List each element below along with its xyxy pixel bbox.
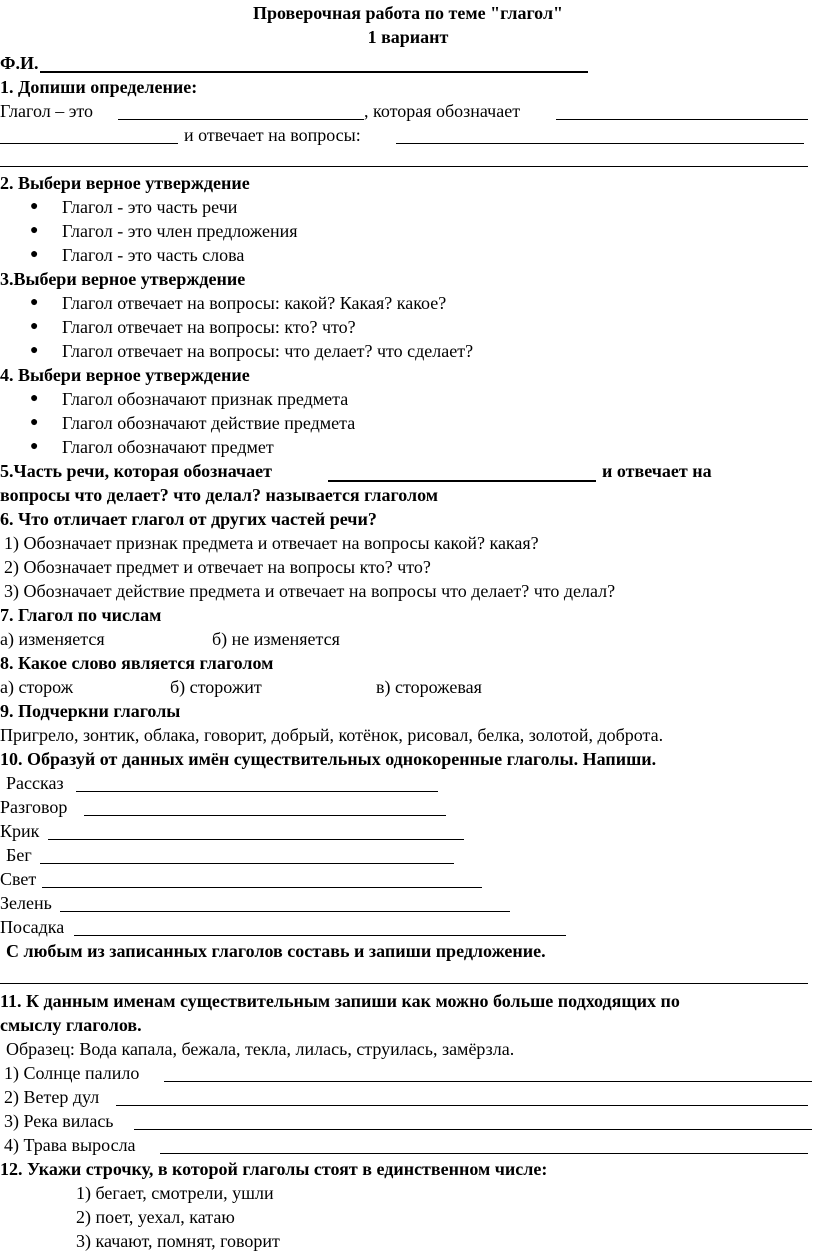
q10-sentence-blank[interactable] [0,983,808,984]
q5-text-2: и отвечает на [602,461,712,481]
q11-answer-blank[interactable] [134,1129,812,1130]
q4-option[interactable]: Глагол обозначают предмет [62,437,274,457]
q11-answer-blank[interactable] [116,1105,808,1106]
q10-word: Разговор [0,797,68,817]
q2-option[interactable]: Глагол - это член предложения [62,221,298,241]
q10-answer-blank[interactable] [42,887,482,888]
q2-option[interactable]: Глагол - это часть слова [62,245,245,265]
q1-blank-5[interactable] [0,166,808,167]
q6-option[interactable]: 3) Обозначает действие предмета и отвечает на вопросы что делает? что делал? [4,581,616,601]
q1-blank-1[interactable] [118,119,364,120]
q9-word-list[interactable]: Пригрело, зонтик, облака, говорит, добрый, котёнок, рисовал, белка, золотой, доброта. [0,725,664,745]
q1-blank-2[interactable] [556,119,808,120]
bullet-icon: ● [30,199,39,214]
q12-option[interactable]: 1) бегает, смотрели, ушли [76,1183,274,1203]
q1-blank-4[interactable] [396,143,804,144]
page-title: Проверочная работа по теме "глагол" [252,3,564,23]
q10-word: Свет [0,869,37,889]
bullet-icon: ● [30,415,39,430]
bullet-icon: ● [30,247,39,262]
q10-word: Рассказ [6,773,64,793]
q4-option[interactable]: Глагол обозначают признак предмета [62,389,349,409]
q10-answer-blank[interactable] [60,911,510,912]
q12-heading: 12. Укажи строчку, в которой глаголы стоят в единственном числе: [0,1159,548,1179]
q7-option-b[interactable]: б) не изменяется [212,629,340,649]
q10-task: С любым из записанных глаголов составь и запиши предложение. [6,941,546,961]
q2-option[interactable]: Глагол - это часть речи [62,197,238,217]
q5-text-1: 5.Часть речи, которая обозначает [0,461,273,481]
q6-option[interactable]: 1) Обозначает признак предмета и отвечает на вопросы какой? какая? [4,533,539,553]
q7-option-a[interactable]: а) изменяется [0,629,105,649]
q12-option[interactable]: 3) качают, помнят, говорит [76,1231,280,1251]
variant-label: 1 вариант [367,27,449,47]
q1-blank-3[interactable] [0,143,178,144]
q3-option[interactable]: Глагол отвечает на вопросы: кто? что? [62,317,356,337]
bullet-icon: ● [30,319,39,334]
q6-option[interactable]: 2) Обозначает предмет и отвечает на вопросы кто? что? [4,557,431,577]
q1-text-3: и отвечает на вопросы: [184,125,361,145]
q4-option[interactable]: Глагол обозначают действие предмета [62,413,356,433]
q11-item: 4) Трава выросла [4,1135,136,1155]
q8-heading: 8. Какое слово является глаголом [0,653,274,673]
name-blank[interactable] [40,71,588,73]
q10-word: Крик [0,821,40,841]
bullet-icon: ● [30,223,39,238]
q10-word: Зелень [0,893,52,913]
q5-blank[interactable] [328,480,596,482]
q3-heading: 3.Выбери верное утверждение [0,269,246,289]
q1-heading: 1. Допиши определение: [0,77,198,97]
q4-heading: 4. Выбери верное утверждение [0,365,250,385]
q2-heading: 2. Выбери верное утверждение [0,173,250,193]
q10-answer-blank[interactable] [84,815,446,816]
q11-item: 3) Река вилась [4,1111,114,1131]
q9-heading: 9. Подчеркни глаголы [0,701,181,721]
q11-heading-cont: смыслу глаголов. [0,1015,142,1035]
q10-word: Посадка [0,917,65,937]
q8-option-c[interactable]: в) сторожевая [376,677,482,697]
name-label: Ф.И. [0,53,39,73]
bullet-icon: ● [30,439,39,454]
q12-option[interactable]: 2) поет, уехал, катаю [76,1207,235,1227]
q5-text-3: вопросы что делает? что делал? называется глаголом [0,485,439,505]
q11-item: 2) Ветер дул [4,1087,100,1107]
q6-heading: 6. Что отличает глагол от других частей речи? [0,509,377,529]
q3-option[interactable]: Глагол отвечает на вопросы: что делает? что сделает? [62,341,474,361]
q10-word: Бег [6,845,32,865]
q1-text-1: Глагол – это [0,101,94,121]
q11-heading: 11. К данным именам существительным запиши как можно больше подходящих по [0,991,680,1011]
q11-item: 1) Солнце палило [4,1063,140,1083]
q11-answer-blank[interactable] [160,1153,808,1154]
q8-option-b[interactable]: б) сторожит [170,677,262,697]
q7-heading: 7. Глагол по числам [0,605,162,625]
q10-answer-blank[interactable] [40,863,454,864]
q11-answer-blank[interactable] [164,1081,812,1082]
bullet-icon: ● [30,343,39,358]
q10-answer-blank[interactable] [74,935,566,936]
bullet-icon: ● [30,295,39,310]
q8-option-a[interactable]: а) сторож [0,677,74,697]
q10-answer-blank[interactable] [48,839,464,840]
bullet-icon: ● [30,391,39,406]
q11-example: Образец: Вода капала, бежала, текла, лилась, струилась, замёрзла. [6,1039,515,1059]
q1-text-2: , которая обозначает [364,101,521,121]
q3-option[interactable]: Глагол отвечает на вопросы: какой? Какая? какое? [62,293,447,313]
q10-answer-blank[interactable] [76,791,438,792]
q10-heading: 10. Образуй от данных имён существительных однокоренные глаголы. Напиши. [0,749,657,769]
